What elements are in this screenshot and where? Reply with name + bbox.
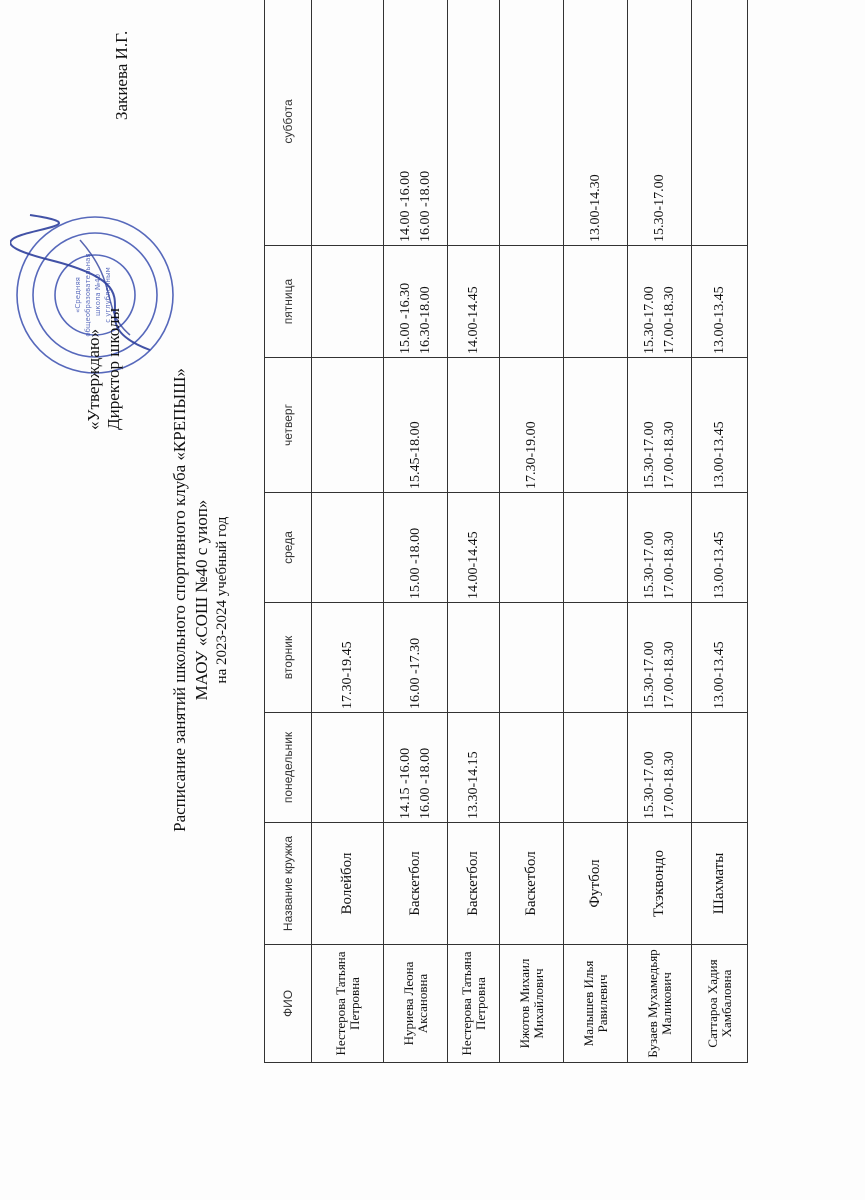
cell-time-fri: 13.00-13.45: [692, 246, 748, 358]
cell-time-fri: [500, 246, 564, 358]
cell-club-name: Баскетбол: [384, 823, 448, 945]
cell-time-wed: 13.00-13.45: [692, 493, 748, 603]
cell-time-mon: [692, 713, 748, 823]
cell-time-mon: 15.30-17.00 17.00-18.30: [628, 713, 692, 823]
cell-time-sat: [312, 0, 384, 246]
cell-time-sat: [448, 0, 500, 246]
table-row: [500, 0, 564, 1063]
cell-time-wed: [500, 493, 564, 603]
cell-time-mon: [500, 713, 564, 823]
schedule-table: [264, 0, 748, 1063]
svg-text:школа №40: школа №40: [94, 273, 102, 317]
cell-time-wed: [564, 493, 628, 603]
table-row: [448, 0, 500, 1063]
cell-time-thu: 15.30-17.00 17.00-18.30: [628, 358, 692, 493]
cell-time-tue: 13.00-13.45: [692, 603, 748, 713]
cell-club-name: Баскетбол: [448, 823, 500, 945]
cell-time-wed: 15.00 -18.00: [384, 493, 448, 603]
table-row: [692, 0, 748, 1063]
cell-fio: Нестерова Татьяна Петровна: [448, 945, 500, 1063]
cell-fio: Нуриева Леона Аксановна: [384, 945, 448, 1063]
header-tuesday: вторник: [265, 603, 312, 713]
cell-time-tue: [500, 603, 564, 713]
cell-fio: Ижотов Михаил Михайлович: [500, 945, 564, 1063]
cell-fio: Нестерова Татьяна Петровна: [312, 945, 384, 1063]
cell-time-thu: 15.45-18.00: [384, 358, 448, 493]
cell-time-sat: [500, 0, 564, 246]
table-row: [384, 0, 448, 1063]
cell-time-fri: 15.30-17.00 17.00-18.30: [628, 246, 692, 358]
cell-time-thu: 13.00-13.45: [692, 358, 748, 493]
cell-time-sat: 13.00-14.30: [564, 0, 628, 246]
svg-text:с углубленным: с углубленным: [104, 267, 112, 323]
header-monday: понедельник: [265, 713, 312, 823]
school-name: МАОУ «СОШ №40 с уиоп»: [192, 499, 211, 701]
header-club: Название кружка: [265, 823, 312, 945]
table-row: [564, 0, 628, 1063]
approval-label: «Утверждаю»: [84, 328, 103, 430]
cell-time-fri: [564, 246, 628, 358]
table-row: [312, 0, 384, 1063]
svg-text:«Средняя: «Средняя: [74, 277, 82, 313]
cell-time-sat: [692, 0, 748, 246]
table-header-row: [265, 0, 312, 1063]
cell-fio: Бузаев Мухамедьяр Маликович: [628, 945, 692, 1063]
cell-club-name: Тхэквондо: [628, 823, 692, 945]
academic-year: на 2023-2024 учебный год: [214, 516, 230, 684]
header-fio: ФИО: [265, 945, 312, 1063]
cell-time-sat: 15.30-17.00: [628, 0, 692, 246]
cell-time-fri: 15.00 -16.30 16.30-18.00: [384, 246, 448, 358]
header-saturday: суббота: [265, 0, 312, 246]
cell-time-fri: [312, 246, 384, 358]
cell-club-name: Шахматы: [692, 823, 748, 945]
cell-time-tue: [448, 603, 500, 713]
cell-club-name: Волейбол: [312, 823, 384, 945]
cell-time-tue: 16.00 -17.30: [384, 603, 448, 713]
cell-time-tue: [564, 603, 628, 713]
cell-fio: Саттароа Хадия Хамбаловна: [692, 945, 748, 1063]
director-name: Закиева И.Г.: [112, 30, 131, 120]
cell-time-wed: 15.30-17.00 17.00-18.30: [628, 493, 692, 603]
cell-time-tue: 17.30-19.45: [312, 603, 384, 713]
document-title: Расписание занятий школьного спортивного клуба «КРЕПЫШ»: [170, 368, 189, 832]
cell-club-name: Баскетбол: [500, 823, 564, 945]
cell-time-thu: [564, 358, 628, 493]
director-position: Директор школы: [104, 308, 123, 430]
header-thursday: четверг: [265, 358, 312, 493]
cell-fio: Малышев Илья Равилевич: [564, 945, 628, 1063]
cell-time-mon: 14.15 -16.00 16.00 -18.00: [384, 713, 448, 823]
svg-text:общеобразовательная: общеобразовательная: [84, 253, 92, 337]
header-wednesday: среда: [265, 493, 312, 603]
cell-time-mon: [312, 713, 384, 823]
table-row: [628, 0, 692, 1063]
cell-time-thu: 17.30-19.00: [500, 358, 564, 493]
cell-time-wed: [312, 493, 384, 603]
cell-time-mon: 13.30-14.15: [448, 713, 500, 823]
header-friday: пятница: [265, 246, 312, 358]
cell-club-name: Футбол: [564, 823, 628, 945]
cell-time-sat: 14.00 -16.00 16.00 -18.00: [384, 0, 448, 246]
cell-time-tue: 15.30-17.00 17.00-18.30: [628, 603, 692, 713]
cell-time-fri: 14.00-14.45: [448, 246, 500, 358]
cell-time-thu: [312, 358, 384, 493]
cell-time-wed: 14.00-14.45: [448, 493, 500, 603]
cell-time-mon: [564, 713, 628, 823]
cell-time-thu: [448, 358, 500, 493]
